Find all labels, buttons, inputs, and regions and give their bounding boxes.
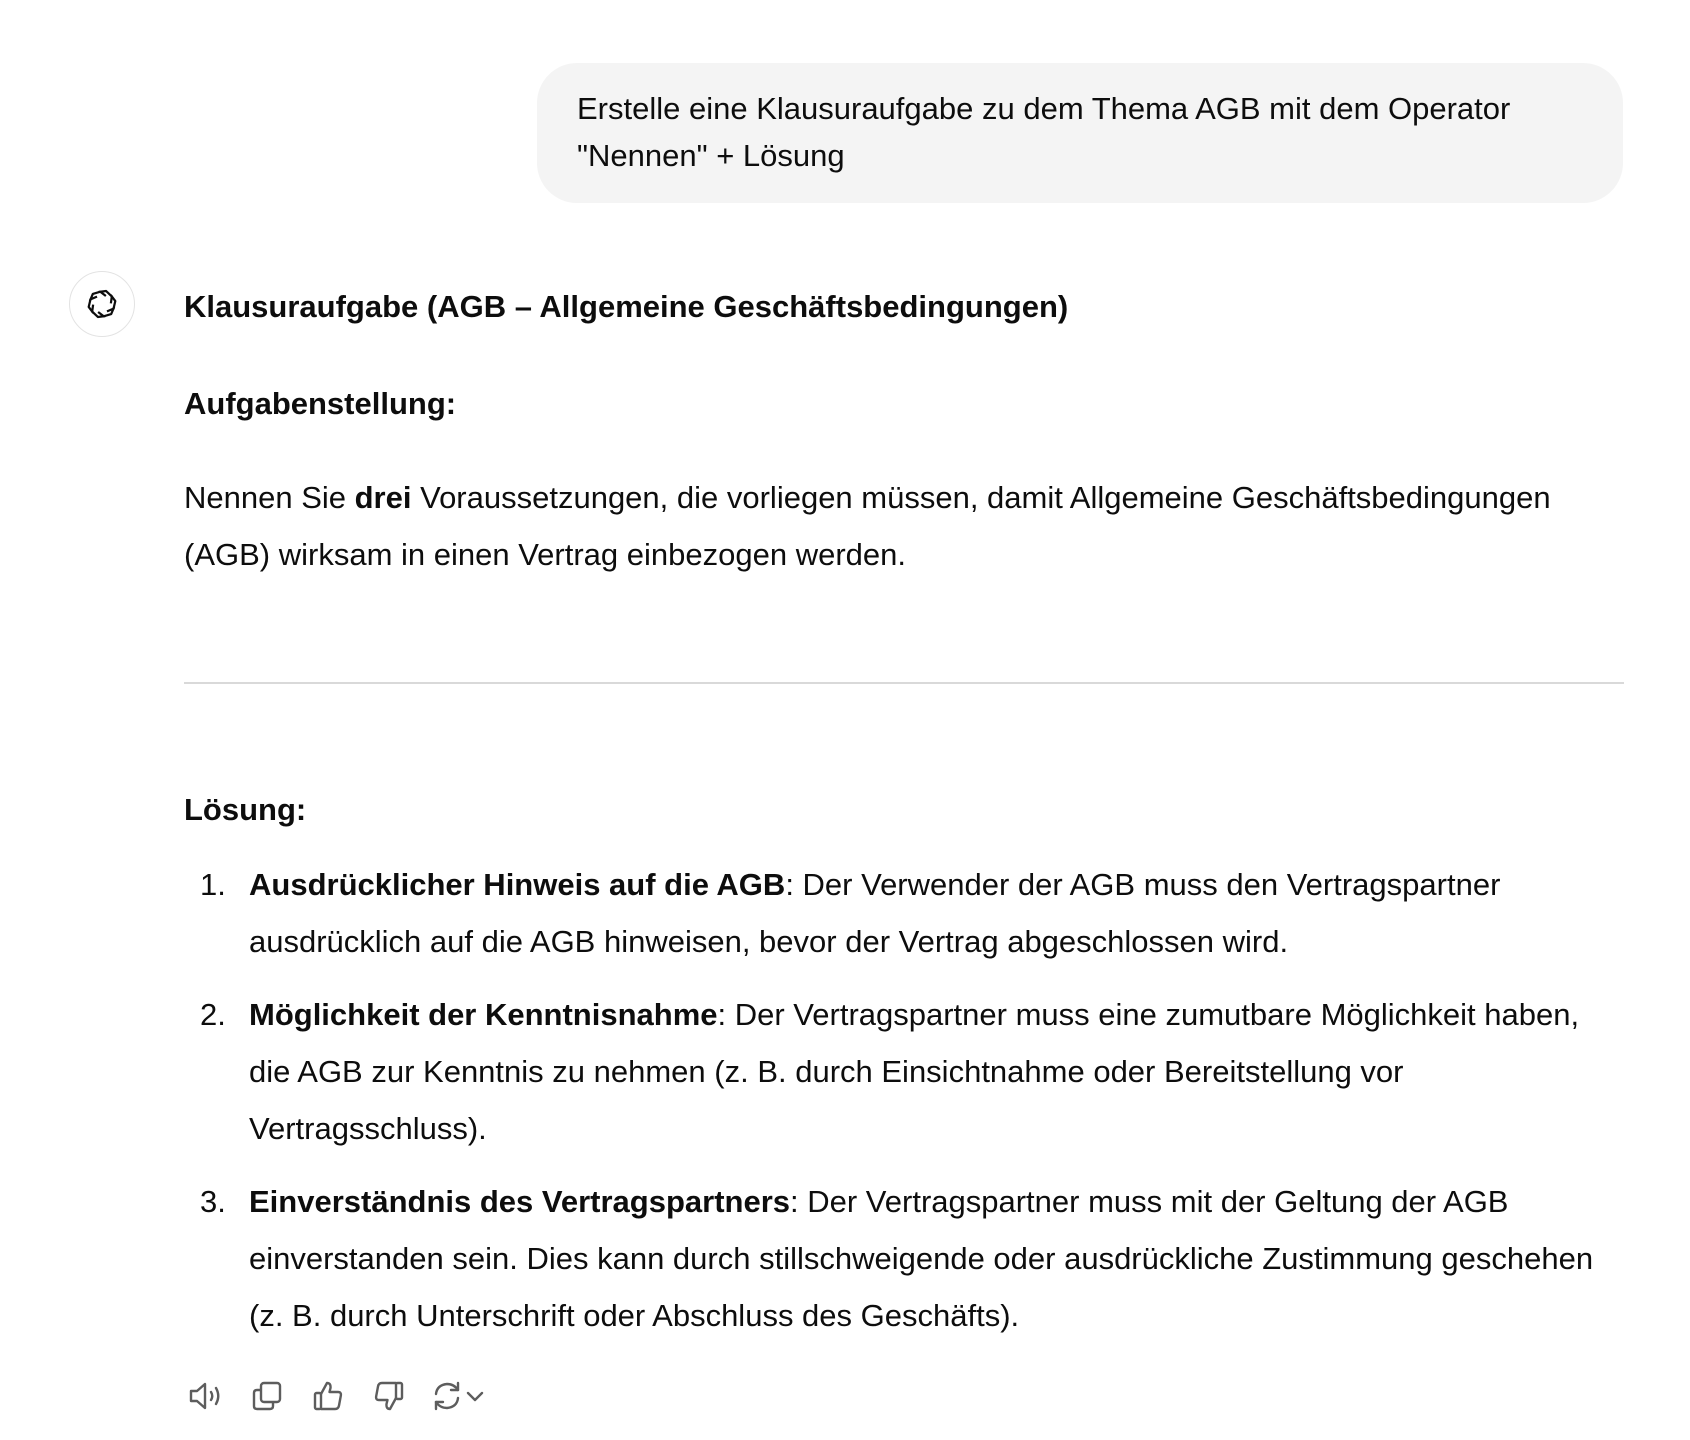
thumbs-down-icon [372, 1379, 406, 1413]
task-heading: Aufgabenstellung: [184, 386, 457, 421]
refresh-icon [430, 1379, 464, 1413]
thumbs-up-icon [311, 1379, 345, 1413]
list-item [184, 856, 1624, 970]
list-item-number: 1. [200, 867, 226, 902]
user-message-bubble [537, 63, 1623, 203]
task-text-before: Nennen Sie [184, 480, 355, 515]
chevron-down-icon [464, 1385, 486, 1407]
list-item-bold: Ausdrücklicher Hinweis auf die AGB [249, 867, 786, 902]
list-item [184, 986, 1624, 1157]
assistant-avatar [69, 271, 135, 337]
list-item-number: 2. [200, 997, 226, 1032]
section-divider [184, 682, 1624, 684]
solution-heading: Lösung: [184, 792, 307, 827]
list-item-number: 3. [200, 1184, 226, 1219]
list-item-text: : Der Vertragspartner muss mit der Geltung der AGB einverstanden sein. Dies kann durch stillschweigende oder ausdrückliche Zustimmung geschehen (z. B. durch Unterschrift oder Abschluss des Geschäfts). [249, 1184, 1594, 1333]
solution-list [184, 856, 1624, 1344]
openai-logo-icon [83, 285, 121, 323]
speaker-icon [187, 1379, 225, 1413]
message-action-bar [184, 1374, 505, 1418]
task-text-after: Voraussetzungen, die vorliegen müssen, damit Allgemeine Geschäftsbedingungen (AGB) wirksam in einen Vertrag einbezogen werden. [184, 480, 1551, 572]
copy-button[interactable] [245, 1374, 289, 1418]
assistant-answer [184, 283, 1624, 583]
thumbs-down-button[interactable] [367, 1374, 411, 1418]
list-item-bold: Möglichkeit der Kenntnisnahme [249, 997, 718, 1032]
list-item-text: : Der Verwender der AGB muss den Vertragspartner ausdrücklich auf die AGB hinweisen, bevor der Vertrag abgeschlossen wird. [249, 867, 1501, 959]
list-item-text: : Der Vertragspartner muss eine zumutbare Möglichkeit haben, die AGB zur Kenntnis zu nehmen (z. B. durch Einsichtnahme oder Bereitstellung vor Vertragsschluss). [249, 997, 1580, 1146]
list-item [184, 1173, 1624, 1344]
user-message-line-2: "Nennen" + Lösung [577, 138, 845, 173]
task-text-bold: drei [354, 480, 412, 515]
thumbs-up-button[interactable] [306, 1374, 350, 1418]
solution-section [184, 786, 1624, 1360]
user-message-line-1: Erstelle eine Klausuraufgabe zu dem Thema AGB mit dem Operator [577, 91, 1511, 126]
read-aloud-button[interactable] [184, 1374, 228, 1418]
task-text [184, 469, 1624, 583]
answer-title: Klausuraufgabe (AGB – Allgemeine Geschäftsbedingungen) [184, 289, 1069, 324]
regenerate-button[interactable] [428, 1374, 488, 1418]
copy-icon [250, 1379, 284, 1413]
list-item-bold: Einverständnis des Vertragspartners [249, 1184, 791, 1219]
